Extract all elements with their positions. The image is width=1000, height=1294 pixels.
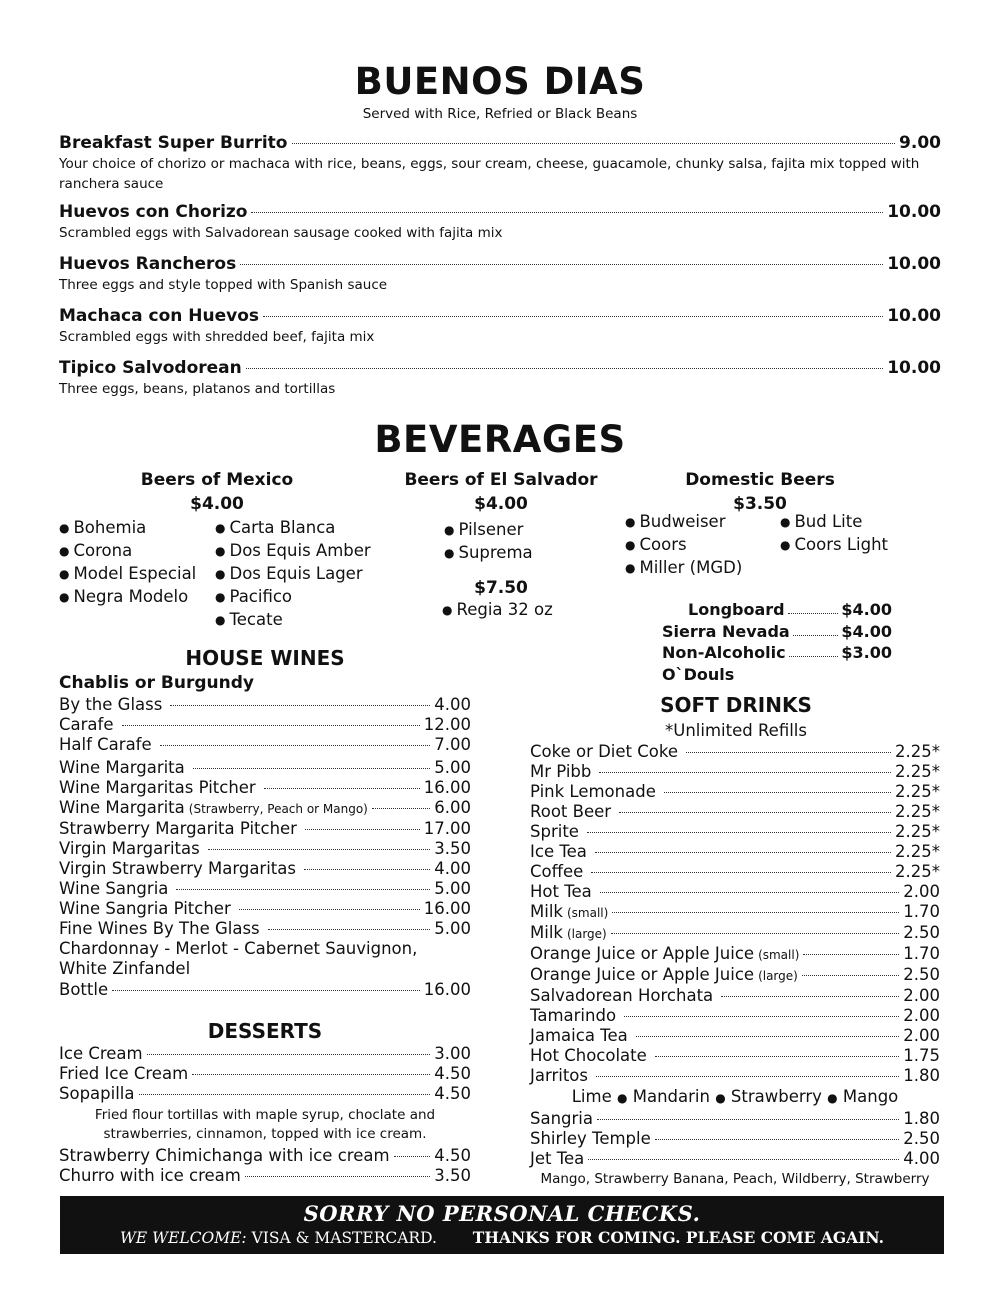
extra-price: $4.00 xyxy=(841,621,892,641)
list-item: ● Budweiser xyxy=(625,511,742,534)
item-name: Wine Margarita xyxy=(59,798,185,817)
item-price: 12.00 xyxy=(423,715,471,734)
beers-el-salvador-price: $4.00 xyxy=(474,494,528,514)
item-name: Huevos con Chorizo xyxy=(59,202,248,222)
dot-leader xyxy=(147,1054,431,1055)
dot-leader xyxy=(596,1076,899,1077)
list-item xyxy=(59,1044,471,1064)
domestic-beers xyxy=(625,470,895,514)
item-name: Bottle xyxy=(59,980,109,999)
item-name: Machaca con Huevos xyxy=(59,306,260,326)
item-price: 5.00 xyxy=(434,879,471,898)
list-item: ● Bud Lite xyxy=(780,511,888,534)
list-item: ● Tecate xyxy=(215,609,371,632)
domestic-beers-price: $3.50 xyxy=(733,494,787,514)
list-item: ● Pacifico xyxy=(215,586,371,609)
list-item: Coffee 2.25* xyxy=(530,862,940,881)
beers-mexico-list-2 xyxy=(215,517,371,632)
list-item: Sangria 1.80 xyxy=(530,1109,940,1128)
beers-mexico-heading: Beers of Mexico xyxy=(140,470,294,490)
menu-item xyxy=(59,358,941,399)
soft-drinks-title: SOFT DRINKS xyxy=(660,693,812,717)
list-item xyxy=(59,1146,471,1166)
varietals-line: Chardonnay - Merlot - Cabernet Sauvignon, xyxy=(59,939,418,958)
dot-leader xyxy=(112,990,420,991)
dot-leader xyxy=(619,812,891,813)
dot-leader xyxy=(139,1094,431,1095)
list-item: Ice Tea 2.25* xyxy=(530,842,940,861)
wines-list xyxy=(59,695,471,1000)
item-name: Churro with ice cream xyxy=(59,1166,241,1185)
dot-leader xyxy=(264,788,420,789)
list-item: Wine Margarita (Strawberry, Peach or Mango) 6.00 xyxy=(59,798,471,817)
list-item xyxy=(59,695,471,715)
dot-leader xyxy=(239,909,420,910)
dot-leader xyxy=(803,954,899,955)
bullet-icon: ● xyxy=(616,1091,628,1105)
list-item: ● Coors xyxy=(625,534,742,557)
dot-leader xyxy=(176,889,430,890)
wines-title: HOUSE WINES xyxy=(185,646,345,670)
list-item: Hot Tea 2.00 xyxy=(530,882,940,901)
desserts-list xyxy=(59,1044,471,1186)
item-name: Ice Cream xyxy=(59,1044,143,1063)
item-name: Wine Margaritas Pitcher xyxy=(59,778,256,797)
dot-leader xyxy=(268,929,431,930)
regia-price: $7.50 xyxy=(474,578,528,598)
item-name: By the Glass xyxy=(59,695,163,714)
item-name: Sopapilla xyxy=(59,1084,135,1103)
dot-leader xyxy=(600,892,899,893)
item-price: 9.00 xyxy=(899,133,941,153)
item-name: Wine Sangria Pitcher xyxy=(59,899,231,918)
list-item xyxy=(59,819,471,839)
list-item: Hot Chocolate 1.75 xyxy=(530,1046,940,1065)
dot-leader xyxy=(193,768,430,769)
beers-mexico-list-1 xyxy=(59,517,196,609)
dot-leader xyxy=(588,1159,899,1160)
list-item: Jamaica Tea 2.00 xyxy=(530,1026,940,1045)
item-price: 16.00 xyxy=(423,899,471,918)
dot-leader xyxy=(624,1016,899,1017)
list-item: Salvadorean Horchata 2.00 xyxy=(530,986,940,1005)
bullet-icon: ● xyxy=(827,1091,838,1105)
menu-item xyxy=(59,254,941,295)
item-price: 6.00 xyxy=(434,798,471,817)
list-item: ● Model Especial xyxy=(59,563,196,586)
list-item xyxy=(59,778,471,798)
list-item: ● Miller (MGD) xyxy=(625,557,742,580)
list-item: Mr Pibb 2.25* xyxy=(530,762,940,781)
item-description: Three eggs, beans, platanos and tortillas xyxy=(59,381,336,397)
jarritos-flavors: Lime ● Mandarin ● Strawberry ● Mango xyxy=(571,1087,899,1106)
item-price: 10.00 xyxy=(887,254,941,274)
item-name: Strawberry Margarita Pitcher xyxy=(59,819,297,838)
item-name: Fried Ice Cream xyxy=(59,1064,189,1083)
list-item xyxy=(59,899,471,919)
domestic-beers-heading: Domestic Beers xyxy=(685,470,835,490)
dot-leader xyxy=(802,975,899,976)
beers-el-salvador-heading: Beers of El Salvador xyxy=(404,470,598,490)
item-description: Three eggs and style topped with Spanish sauce xyxy=(59,277,388,293)
dot-leader xyxy=(263,316,883,317)
domestic-list-1 xyxy=(625,511,742,580)
item-price: 10.00 xyxy=(887,358,941,378)
wines-subtitle: Chablis or Burgundy xyxy=(59,673,254,693)
dot-leader xyxy=(292,143,896,144)
domestic-list-2 xyxy=(780,511,888,557)
item-name: Wine Sangria xyxy=(59,879,169,898)
list-item xyxy=(59,859,471,879)
extra-price: $4.00 xyxy=(841,600,892,619)
list-item: Orange Juice or Apple Juice (large) 2.50 xyxy=(530,965,940,984)
extra-name: O`Douls xyxy=(662,664,735,684)
breakfast-subtitle: Served with Rice, Refried or Black Beans xyxy=(362,106,638,122)
item-price: 16.00 xyxy=(423,778,471,797)
jet-tea-flavors: Mango, Strawberry Banana, Peach, Wildberry, Strawberry xyxy=(540,1171,930,1187)
list-item xyxy=(59,735,471,755)
list-item: Jet Tea 4.00 xyxy=(530,1149,940,1168)
item-name: Wine Margarita xyxy=(59,758,185,777)
item-name: Breakfast Super Burrito xyxy=(59,133,288,153)
beers-mexico-price: $4.00 xyxy=(190,494,244,514)
list-item xyxy=(59,839,471,859)
dot-leader xyxy=(611,933,900,934)
list-item: ● Coors Light xyxy=(780,534,888,557)
sopapilla-description: Fried flour tortillas with maple syrup, choclate and strawberries, cinnamon, topped with ice cream. xyxy=(94,1107,436,1142)
dot-leader xyxy=(788,613,839,614)
dot-leader xyxy=(597,1119,899,1120)
beers-mexico xyxy=(59,470,375,514)
list-item xyxy=(59,758,471,778)
extra-name: Longboard xyxy=(688,600,785,619)
item-description: Your choice of chorizo or machaca with rice, beans, eggs, sour cream, cheese, guacamole, chunky salsa, fajita mix topped with ranchera sauce xyxy=(59,156,920,192)
dot-leader xyxy=(595,852,891,853)
dot-leader xyxy=(160,745,431,746)
list-item: Pink Lemonade 2.25* xyxy=(530,782,940,801)
item-price: 3.00 xyxy=(434,1044,471,1063)
list-item: Shirley Temple 2.50 xyxy=(530,1129,940,1148)
list-item: ● Regia 32 oz xyxy=(442,599,607,622)
list-item: Sprite 2.25* xyxy=(530,822,940,841)
item-price: 4.50 xyxy=(434,1084,471,1103)
dot-leader xyxy=(721,996,899,997)
list-item xyxy=(59,1084,471,1104)
list-item xyxy=(59,1166,471,1186)
list-item: ● Suprema xyxy=(444,542,607,565)
soft-drinks-subtitle: *Unlimited Refills xyxy=(665,721,807,740)
dot-leader xyxy=(793,635,839,636)
beers-el-salvador xyxy=(395,470,607,622)
payment-line xyxy=(60,1228,944,1247)
varietals-line: White Zinfandel xyxy=(59,959,191,978)
extra-price: $3.00 xyxy=(841,643,892,662)
list-item: ● Carta Blanca xyxy=(215,517,371,540)
dot-leader xyxy=(208,849,431,850)
dot-leader xyxy=(240,264,883,265)
list-item: ● Dos Equis Lager xyxy=(215,563,371,586)
breakfast-title: BUENOS DIAS xyxy=(354,60,646,103)
item-price: 4.50 xyxy=(434,1146,471,1165)
dot-leader xyxy=(251,212,883,213)
dot-leader xyxy=(636,1036,900,1037)
item-price: 4.50 xyxy=(434,1064,471,1083)
list-item xyxy=(59,1064,471,1084)
menu-item xyxy=(59,202,941,243)
item-name: Huevos Rancheros xyxy=(59,254,237,274)
item-name: Strawberry Chimichanga with ice cream xyxy=(59,1146,390,1165)
thanks-message: THANKS FOR COMING. PLEASE COME AGAIN. xyxy=(472,1228,885,1247)
item-price: 17.00 xyxy=(423,819,471,838)
list-item xyxy=(59,879,471,899)
menu-item xyxy=(59,133,941,194)
dot-leader xyxy=(304,869,430,870)
soft-drinks-list xyxy=(530,742,940,1189)
dot-leader xyxy=(664,792,891,793)
item-price: 3.50 xyxy=(434,839,471,858)
item-name: Virgin Strawberry Margaritas xyxy=(59,859,296,878)
list-item: ● Dos Equis Amber xyxy=(215,540,371,563)
no-checks-notice: SORRY NO PERSONAL CHECKS. xyxy=(303,1201,701,1226)
list-item: Tamarindo 2.00 xyxy=(530,1006,940,1025)
dot-leader xyxy=(372,808,430,809)
item-price: 10.00 xyxy=(887,202,941,222)
item-price: 5.00 xyxy=(434,919,471,938)
dot-leader xyxy=(245,1176,430,1177)
dot-leader xyxy=(305,829,420,830)
item-price: 4.00 xyxy=(434,695,471,714)
item-price: 10.00 xyxy=(887,306,941,326)
item-description: Scrambled eggs with shredded beef, fajita mix xyxy=(59,329,375,345)
list-item xyxy=(59,919,471,939)
item-name: Virgin Margaritas xyxy=(59,839,200,858)
domestic-extras xyxy=(662,599,892,685)
item-price: 7.00 xyxy=(434,735,471,754)
list-item: ● Bohemia xyxy=(59,517,196,540)
item-price: 16.00 xyxy=(423,980,471,999)
desserts-title: DESSERTS xyxy=(207,1019,323,1043)
list-item: Orange Juice or Apple Juice (small) 1.70 xyxy=(530,944,940,963)
list-item: Milk (large) 2.50 xyxy=(530,923,940,942)
list-item: Milk (small) 1.70 xyxy=(530,902,940,921)
list-item: Jarritos 1.80 xyxy=(530,1066,940,1085)
list-item: Root Beer 2.25* xyxy=(530,802,940,821)
list-item: ● Negra Modelo xyxy=(59,586,196,609)
item-name: Half Carafe xyxy=(59,735,152,754)
dot-leader xyxy=(170,705,430,706)
list-item: ● Corona xyxy=(59,540,196,563)
item-name: Fine Wines By The Glass xyxy=(59,919,260,938)
item-name: Carafe xyxy=(59,715,114,734)
welcome-label: WE WELCOME: xyxy=(119,1229,247,1247)
item-description: Scrambled eggs with Salvadorean sausage cooked with fajita mix xyxy=(59,225,503,241)
dot-leader xyxy=(599,772,891,773)
footer-banner xyxy=(60,1196,944,1254)
dot-leader xyxy=(789,656,839,657)
list-item xyxy=(59,715,471,735)
dot-leader xyxy=(192,1074,430,1075)
menu-item xyxy=(59,306,941,347)
list-item xyxy=(59,980,471,1000)
dot-leader xyxy=(612,912,899,913)
extra-name: Non-Alcoholic xyxy=(662,643,786,662)
list-item: Coke or Diet Coke 2.25* xyxy=(530,742,940,761)
dot-leader xyxy=(587,832,891,833)
item-price: 5.00 xyxy=(434,758,471,777)
dot-leader xyxy=(394,1156,431,1157)
dot-leader xyxy=(122,725,420,726)
accepted-cards: VISA & MASTERCARD. xyxy=(251,1229,437,1247)
dot-leader xyxy=(246,368,883,369)
item-price: 4.00 xyxy=(434,859,471,878)
dot-leader xyxy=(655,1139,899,1140)
beverages-title: BEVERAGES xyxy=(374,418,626,461)
item-name: Tipico Salvodorean xyxy=(59,358,242,378)
bullet-icon: ● xyxy=(715,1091,726,1105)
list-item: ● Pilsener xyxy=(444,519,607,542)
extra-name: Sierra Nevada xyxy=(662,621,790,641)
dot-leader xyxy=(655,1056,899,1057)
dot-leader xyxy=(591,872,891,873)
item-price: 3.50 xyxy=(434,1166,471,1185)
dot-leader xyxy=(686,752,891,753)
